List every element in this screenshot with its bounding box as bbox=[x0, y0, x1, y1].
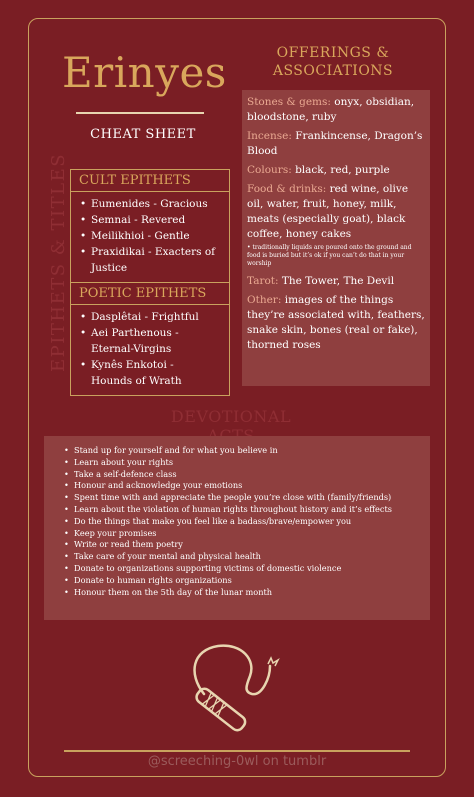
credit-divider bbox=[64, 750, 410, 752]
cult-epithets-heading: CULT EPITHETS bbox=[79, 173, 191, 188]
devotional-panel bbox=[44, 436, 430, 620]
page-subtitle: CHEAT SHEET bbox=[90, 127, 196, 142]
colours-value: black, red, purple bbox=[291, 164, 390, 176]
food-entry bbox=[247, 182, 425, 242]
offerings-panel bbox=[242, 90, 430, 386]
tarot-value: The Tower, The Devil bbox=[278, 275, 395, 287]
list-item: • Keep your promises bbox=[74, 528, 420, 540]
food-value: red wine, olive oil, water, fruit, honey, milk, meats (especially goat), black coffee, honey cakes bbox=[247, 183, 409, 240]
list-item: • Honour and acknowledge your emotions bbox=[74, 480, 420, 492]
colours-entry bbox=[247, 163, 425, 178]
list-item: • Spent time with and appreciate the people you’re close with (family/friends) bbox=[74, 492, 420, 504]
epithets-box bbox=[70, 169, 230, 396]
title-divider bbox=[76, 112, 204, 114]
list-item: • Donate to organizations supporting victims of domestic violence bbox=[74, 563, 420, 575]
tarot-label: Tarot: bbox=[247, 275, 279, 287]
list-item: • Semnai - Revered bbox=[91, 212, 223, 228]
food-note: • traditionally liquids are poured onto the ground and food is buried but it’s ok if you can’t do that in your worship bbox=[247, 244, 412, 267]
incense-label: Incense: bbox=[247, 130, 292, 142]
offerings-heading-line2: ASSOCIATIONS bbox=[272, 63, 394, 79]
other-label: Other: bbox=[247, 294, 282, 306]
offerings-heading-line1: OFFERINGS & bbox=[276, 45, 390, 61]
credit-text: @screeching-0wl on tumblr bbox=[147, 754, 327, 769]
other-value: images of the things they’re associated with, feathers, snake skin, bones (real or fake), thorned roses bbox=[247, 294, 425, 351]
cult-epithets-list bbox=[71, 192, 229, 282]
list-item: • Aei Parthenous - Eternal-Virgins bbox=[91, 325, 213, 357]
poetic-epithets-heading: POETIC EPITHETS bbox=[79, 286, 207, 301]
stones-value: onyx, obsidian, bloodstone, ruby bbox=[247, 96, 415, 123]
other-entry bbox=[247, 293, 425, 353]
incense-entry bbox=[247, 129, 425, 159]
stones-entry bbox=[247, 95, 425, 125]
stones-label: Stones & gems: bbox=[247, 96, 331, 108]
colours-label: Colours: bbox=[247, 164, 292, 176]
list-item: • Meilikhioi - Gentle bbox=[91, 228, 223, 244]
tarot-entry bbox=[247, 274, 425, 289]
list-item: • Stand up for yourself and for what you believe in bbox=[74, 445, 420, 457]
poetic-epithets-list bbox=[71, 305, 229, 395]
devotional-heading: DEVOTIONAL bbox=[170, 407, 292, 426]
list-item: • Write or read them poetry bbox=[74, 539, 420, 551]
page-title: Erinyes bbox=[62, 48, 227, 97]
list-item: • Do the things that make you feel like a badass/brave/empower you bbox=[74, 516, 420, 528]
list-item: • Take care of your mental and physical health bbox=[74, 551, 420, 563]
list-item: • Learn about the violation of human rights throughout history and it’s effects bbox=[74, 504, 420, 516]
list-item: • Learn about your rights bbox=[74, 457, 420, 469]
list-item: • Take a self-defence class bbox=[74, 469, 420, 481]
list-item: • Eumenides - Gracious bbox=[91, 196, 223, 212]
list-item: • Kynês Enkotoi - Hounds of Wrath bbox=[91, 357, 213, 389]
side-heading: EPITHETS & TITLES bbox=[48, 152, 69, 372]
list-item: • Dasplêtai - Frightful bbox=[91, 309, 213, 325]
list-item: • Donate to human rights organizations bbox=[74, 575, 420, 587]
devotional-list bbox=[62, 445, 420, 598]
incense-value: Frankincense, Dragon’s Blood bbox=[247, 130, 423, 157]
whip-icon bbox=[184, 638, 290, 748]
food-label: Food & drinks: bbox=[247, 183, 327, 195]
offerings-heading bbox=[268, 44, 398, 80]
list-item: • Praxidikai - Exacters of Justice bbox=[91, 244, 223, 276]
list-item: • Honour them on the 5th day of the lunar month bbox=[74, 587, 420, 599]
